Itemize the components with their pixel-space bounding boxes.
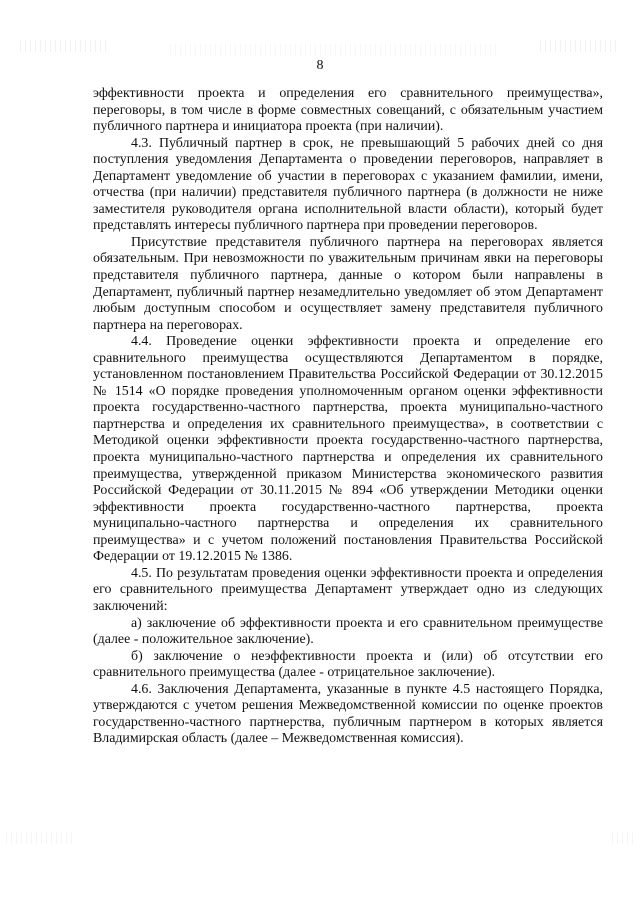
scan-noise [612, 832, 634, 844]
paragraph-4-6: 4.6. Заключения Департамента, указанные в пункте 4.5 настоящего Порядка, утверждаются с учетом решения Межведомственной комиссии по оценке проектов государственно-частного партнерства, публичным партнером в которых является Владимирская область (далее – Межведомственная комиссия). [93, 681, 603, 747]
paragraph-4-5: 4.5. По результатам проведения оценки эффективности проекта и определения его сравнительного преимущества Департамент утверждает одно из следующих заключений: [93, 565, 603, 614]
scan-noise [20, 40, 110, 52]
scan-noise [170, 44, 500, 56]
scan-noise [540, 40, 620, 52]
paragraph-presence: Присутствие представителя публичного партнера на переговорах является обязательным. При невозможности по уважительным причинам явки на переговоры представителя публичного партнера, данные о котором были направлены в Департамент, публичный партнер незамедлительно уведомляет об этом Департамент любым доступным способом и осуществляет замену представителя публичного партнера на переговорах. [93, 234, 603, 333]
paragraph-4-3: 4.3. Публичный партнер в срок, не превышающий 5 рабочих дней со дня поступления уведомления Департамента о проведении переговоров, направляет в Департамент уведомление об участии в переговорах с указанием фамилии, имени, отчества (при наличии) представителя публичного партнера (в должности не ниже заместителя руководителя органа исполнительной власти области), который будет представлять интересы публичного партнера при проведении переговоров. [93, 135, 603, 234]
paragraph-continuation: эффективности проекта и определения его сравнительного преимущества», переговоры, в том числе в форме совместных совещаний, с обязательным участием публичного партнера и инициатора проекта (при наличии). [93, 86, 603, 135]
paragraph-4-4: 4.4. Проведение оценки эффективности проекта и определение его сравнительного преимущества осуществляются Департаментом в порядке, установленном постановлением Правительства Российской Федерации от 30.12.2015 № 1514 «О порядке проведения уполномоченным органом оценки эффективности проекта государственно-частного партнерства, проекта муниципально-частного партнерства и определения их сравнительного преимущества», в соответствии с Методикой оценки эффективности проекта государственно-частного партнерства, проекта муниципально-частного партнерства и определения их сравнительного преимущества, утвержденной приказом Министерства экономического развития Российской Федерации от 30.11.2015 № 894 «Об утверждении Методики оценки эффективности проекта государственно-частного партнерства, проекта муниципально-частного партнерства и определения их сравнительного преимущества» и с учетом положений постановления Правительства Российской Федерации от 19.12.2015 № 1386. [93, 334, 603, 565]
paragraph-4-5-a: а) заключение об эффективности проекта и его сравнительном преимуществе (далее - положительное заключение). [93, 615, 603, 648]
document-body [93, 86, 603, 748]
page-number: 8 [316, 58, 324, 73]
scan-noise [6, 832, 76, 844]
paragraph-4-5-b: б) заключение о неэффективности проекта и (или) об отсутствии его сравнительного преимущества (далее - отрицательное заключение). [93, 648, 603, 681]
